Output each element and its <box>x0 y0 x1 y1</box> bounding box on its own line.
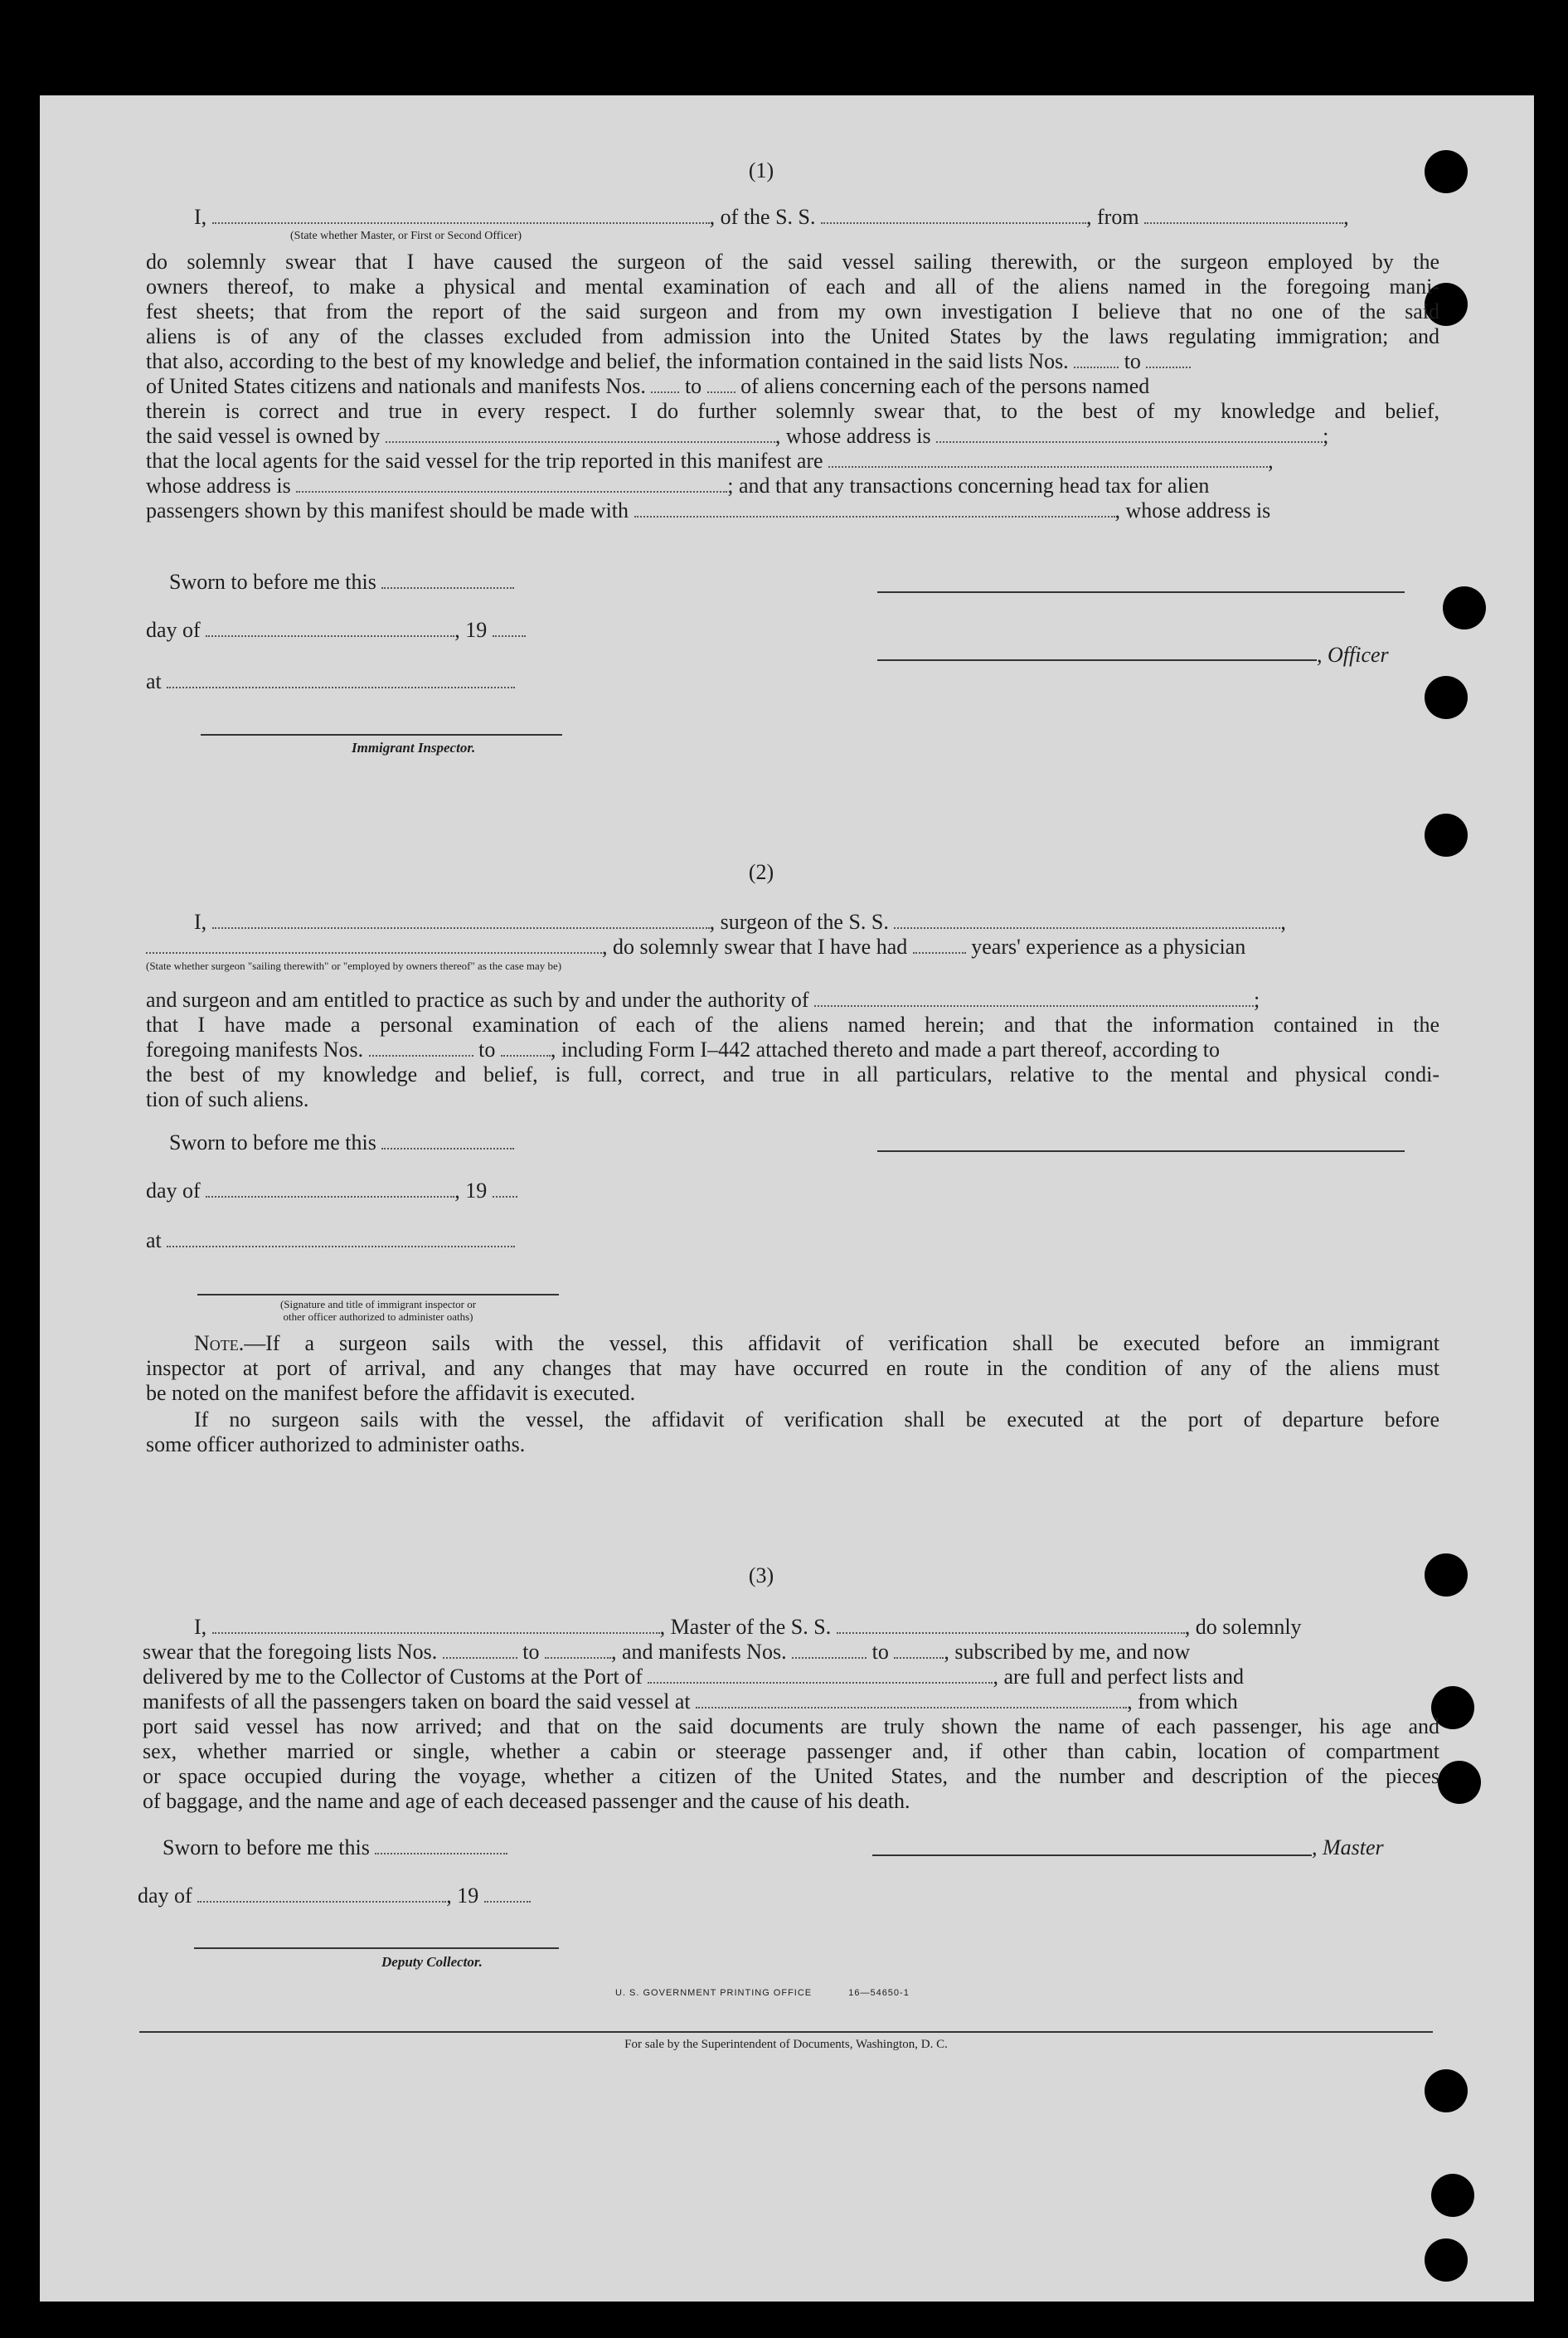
oath-line <box>194 1615 1302 1640</box>
at-text: at <box>146 669 162 693</box>
oath-text: , Master of the S. S. <box>659 1615 832 1639</box>
printer-imprint <box>615 1988 910 1998</box>
year-text: , 19 <box>454 618 488 642</box>
note-text: —If a surgeon sails with the vessel, this affidavit of verification shall be executed before an immigrant <box>244 1331 1439 1355</box>
sworn-text: Sworn to before me this <box>169 1130 376 1154</box>
oath-text: , surgeon of the S. S. <box>709 910 889 934</box>
oath-text: , whose address is <box>1114 498 1271 523</box>
oath-text: to <box>478 1038 496 1062</box>
day-line <box>146 1179 517 1203</box>
day-blank[interactable] <box>197 1884 446 1903</box>
master-text: , Master <box>1312 1835 1384 1859</box>
binder-hole <box>1425 676 1468 719</box>
manifest-page <box>40 95 1534 2302</box>
oath-text: , from which <box>1127 1689 1238 1713</box>
oath-paragraph: fest sheets; that from the report of the said surgeon and from my own investigation I believe that no one of the said <box>146 299 1439 323</box>
note-label: Note. <box>194 1331 245 1355</box>
oath-line <box>146 374 1149 399</box>
list-from-blank[interactable] <box>1074 350 1119 368</box>
manifest-from-blank[interactable] <box>792 1640 867 1659</box>
binder-hole <box>1438 1761 1481 1804</box>
day-line <box>138 1884 531 1908</box>
note-paragraph: be noted on the manifest before the affidavit is executed. <box>146 1381 636 1405</box>
field-note: (State whether Master, or First or Second Officer) <box>290 230 522 242</box>
oath-text: ; and that any transactions concerning head tax for alien <box>727 474 1210 498</box>
list-from-blank[interactable] <box>443 1640 517 1659</box>
oath-line <box>194 910 1286 935</box>
sworn-text: Sworn to before me this <box>163 1835 370 1859</box>
list-to-blank[interactable] <box>1146 350 1191 368</box>
vessel-blank[interactable] <box>821 206 1086 224</box>
section-number: (3) <box>748 1563 774 1587</box>
oath-line <box>146 424 1328 449</box>
surgeon-signature-line <box>877 1150 1405 1152</box>
at-blank[interactable] <box>167 1229 515 1247</box>
oath-paragraph: aliens is of any of the classes excluded from admission into the United States by the laws regulating immigration; and <box>146 324 1439 348</box>
oath-text: manifests of all the passengers taken on board the said vessel at <box>143 1689 691 1713</box>
agents-blank[interactable] <box>828 450 1268 468</box>
departure-port-blank[interactable] <box>696 1690 1127 1709</box>
oath-text: to <box>522 1640 540 1664</box>
oath-text: and surgeon and am entitled to practice as such by and under the authority of <box>146 988 809 1012</box>
oath-text: foregoing manifests Nos. <box>146 1038 364 1062</box>
binder-hole <box>1431 2174 1474 2217</box>
year-blank[interactable] <box>484 1884 531 1903</box>
from-blank[interactable] <box>1144 206 1343 224</box>
oath-line <box>146 1038 1220 1062</box>
surgeon-vessel-blank[interactable] <box>894 911 1280 929</box>
oath-line <box>146 988 1260 1013</box>
name-blank[interactable] <box>212 206 710 224</box>
oath-text: I, <box>194 1615 207 1639</box>
day-text: day of <box>146 1179 201 1203</box>
year-text: , 19 <box>454 1179 488 1203</box>
manifest-to-blank[interactable] <box>707 375 735 393</box>
oath-text: , <box>1343 205 1349 229</box>
oath-text: of aliens concerning each of the persons named <box>740 374 1150 398</box>
oath-paragraph: that I have made a personal examination of each of the aliens named herein; and that the information contained in the <box>146 1013 1439 1037</box>
signature-note <box>197 1298 559 1323</box>
oath-text: to <box>1124 349 1141 373</box>
oath-line <box>146 935 1245 960</box>
oath-text: I, <box>194 205 207 229</box>
inspector-signature-line <box>197 1294 559 1295</box>
oath-text: , whose address is <box>774 424 931 448</box>
surgeon-name-blank[interactable] <box>212 911 710 929</box>
list-to-blank[interactable] <box>545 1640 611 1659</box>
oath-line: tion of such aliens. <box>146 1087 309 1111</box>
footer-rule <box>139 2031 1433 2033</box>
master-label <box>1312 1835 1384 1860</box>
binder-hole <box>1443 586 1486 629</box>
master-vessel-blank[interactable] <box>837 1616 1185 1634</box>
oath-line <box>143 1689 1238 1714</box>
oath-paragraph: port said vessel has now arrived; and that on the said documents are truly shown the name of each passenger, his age and <box>143 1714 1439 1738</box>
collector-label: Deputy Collector. <box>381 1954 483 1970</box>
port-blank[interactable] <box>648 1665 993 1684</box>
sworn-line <box>163 1835 507 1860</box>
oath-text: whose address is <box>146 474 291 498</box>
section-number: (2) <box>748 860 774 884</box>
at-line <box>146 1228 515 1253</box>
at-line <box>146 669 515 694</box>
oath-text: , and manifests Nos. <box>611 1640 787 1664</box>
year-blank[interactable] <box>493 1179 517 1198</box>
section-number: (1) <box>748 158 774 182</box>
inspector-signature-line <box>201 734 562 736</box>
oath-line <box>146 498 1270 523</box>
day-line <box>146 618 526 643</box>
oath-text: , <box>1280 910 1286 934</box>
sale-notice: For sale by the Superintendent of Documents, Washington, D. C. <box>624 2038 948 2051</box>
oath-text: , subscribed by me, and now <box>944 1640 1191 1664</box>
oath-text: years' experience as a physician <box>971 935 1246 959</box>
oath-line <box>146 449 1274 474</box>
oath-paragraph: sex, whether married or single, whether a cabin or steerage passenger and, if other than cabin, location of compartment <box>143 1739 1439 1763</box>
sworn-date-blank[interactable] <box>381 571 514 589</box>
signature-note-line: other officer authorized to administer oaths) <box>283 1310 473 1323</box>
years-blank[interactable] <box>913 936 966 954</box>
oath-paragraph: or space occupied during the voyage, whether a citizen of the United States, and the number and description of the pieces <box>143 1764 1439 1788</box>
officer-signature-line <box>877 591 1405 593</box>
note-paragraph: If no surgeon sails with the vessel, the affidavit of verification shall be executed at the port of departure before <box>194 1407 1439 1431</box>
manifest-to-blank[interactable] <box>501 1038 551 1057</box>
agent-address-blank[interactable] <box>296 474 727 493</box>
day-text: day of <box>146 618 201 642</box>
master-signature-line <box>872 1854 1312 1856</box>
oath-paragraph: do solemnly swear that I have caused the surgeon of the said vessel sailing therewith, or the surgeon employed by the <box>146 250 1439 274</box>
oath-text: I, <box>194 910 207 934</box>
oath-text: , from <box>1086 205 1139 229</box>
oath-text: delivered by me to the Collector of Customs at the Port of <box>143 1665 643 1689</box>
oath-paragraph: owners thereof, to make a physical and mental examination of each and all of the aliens named in the foregoing mani- <box>146 275 1439 299</box>
note-paragraph: inspector at port of arrival, and any changes that may have occurred en route in the condition of any of the aliens must <box>146 1356 1439 1380</box>
officer-label <box>1317 643 1389 668</box>
collector-signature-line <box>194 1947 559 1949</box>
sworn-line <box>169 570 514 595</box>
day-blank[interactable] <box>206 1179 454 1198</box>
oath-text: , do solemnly <box>1184 1615 1302 1639</box>
manifest-to-blank[interactable] <box>894 1640 944 1659</box>
gpo-text: U. S. GOVERNMENT PRINTING OFFICE <box>615 1988 813 1998</box>
oath-text: ; <box>1254 988 1260 1012</box>
oath-line <box>194 205 1349 230</box>
binder-hole <box>1425 2238 1468 2282</box>
oath-line <box>146 349 1191 374</box>
authority-blank[interactable] <box>814 989 1254 1007</box>
note-paragraph: some officer authorized to administer oaths. <box>146 1432 526 1456</box>
oath-text: ; <box>1323 424 1329 448</box>
oath-text: to <box>871 1640 889 1664</box>
sworn-date-blank[interactable] <box>375 1836 507 1854</box>
officer-signature-line <box>877 659 1317 661</box>
binder-hole <box>1425 2069 1468 2112</box>
binder-hole <box>1425 150 1468 193</box>
oath-text: , including Form I–442 attached thereto and made a part thereof, according to <box>550 1038 1221 1062</box>
owner-address-blank[interactable] <box>936 425 1323 443</box>
head-tax-blank[interactable] <box>634 499 1115 518</box>
oath-text: to <box>684 374 702 398</box>
oath-text: that also, according to the best of my knowledge and belief, the information contained in the said lists Nos. <box>146 349 1069 373</box>
sworn-text: Sworn to before me this <box>169 570 376 594</box>
oath-text: swear that the foregoing lists Nos. <box>143 1640 438 1664</box>
day-blank[interactable] <box>206 619 454 637</box>
signature-note-line: (Signature and title of immigrant inspector or <box>279 1298 477 1310</box>
surgeon-type-blank[interactable] <box>146 936 602 954</box>
inspector-label: Immigrant Inspector. <box>352 740 476 756</box>
oath-line <box>146 474 1209 498</box>
year-blank[interactable] <box>493 619 526 637</box>
oath-text: that the local agents for the said vessel for the trip reported in this manifest are <box>146 449 823 473</box>
officer-text: , Officer <box>1317 643 1389 667</box>
oath-paragraph: of baggage, and the name and age of each deceased passenger and the cause of his death. <box>143 1789 910 1813</box>
oath-text: of United States citizens and nationals and manifests Nos. <box>146 374 646 398</box>
at-blank[interactable] <box>167 670 515 688</box>
note-line <box>194 1331 1439 1356</box>
oath-text: , of the S. S. <box>709 205 816 229</box>
manifest-from-blank[interactable] <box>369 1038 473 1057</box>
year-text: , 19 <box>446 1884 479 1908</box>
field-note: (State whether surgeon "sailing therewith" or "employed by owners thereof" as the case may be) <box>146 960 562 972</box>
oath-text: , <box>1268 449 1274 473</box>
owner-blank[interactable] <box>386 425 775 443</box>
oath-paragraph: the best of my knowledge and belief, is full, correct, and true in all particulars, relative to the mental and physical condi- <box>146 1062 1439 1086</box>
master-name-blank[interactable] <box>212 1616 660 1634</box>
form-number: 16—54650-1 <box>848 1988 910 1998</box>
day-text: day of <box>138 1884 192 1908</box>
oath-text: , do solemnly swear that I have had <box>602 935 908 959</box>
binder-hole <box>1425 814 1468 857</box>
sworn-line <box>169 1130 514 1155</box>
oath-text: , are full and perfect lists and <box>993 1665 1244 1689</box>
oath-text: passengers shown by this manifest should be made with <box>146 498 629 523</box>
at-text: at <box>146 1228 162 1252</box>
oath-text: the said vessel is owned by <box>146 424 381 448</box>
manifest-from-blank[interactable] <box>651 375 679 393</box>
oath-paragraph: therein is correct and true in every respect. I do further solemnly swear that, to the best of my knowledge and belief, <box>146 399 1439 423</box>
oath-line <box>143 1640 1190 1665</box>
binder-hole <box>1425 1553 1468 1597</box>
oath-line <box>143 1665 1244 1689</box>
sworn-date-blank[interactable] <box>381 1131 514 1150</box>
